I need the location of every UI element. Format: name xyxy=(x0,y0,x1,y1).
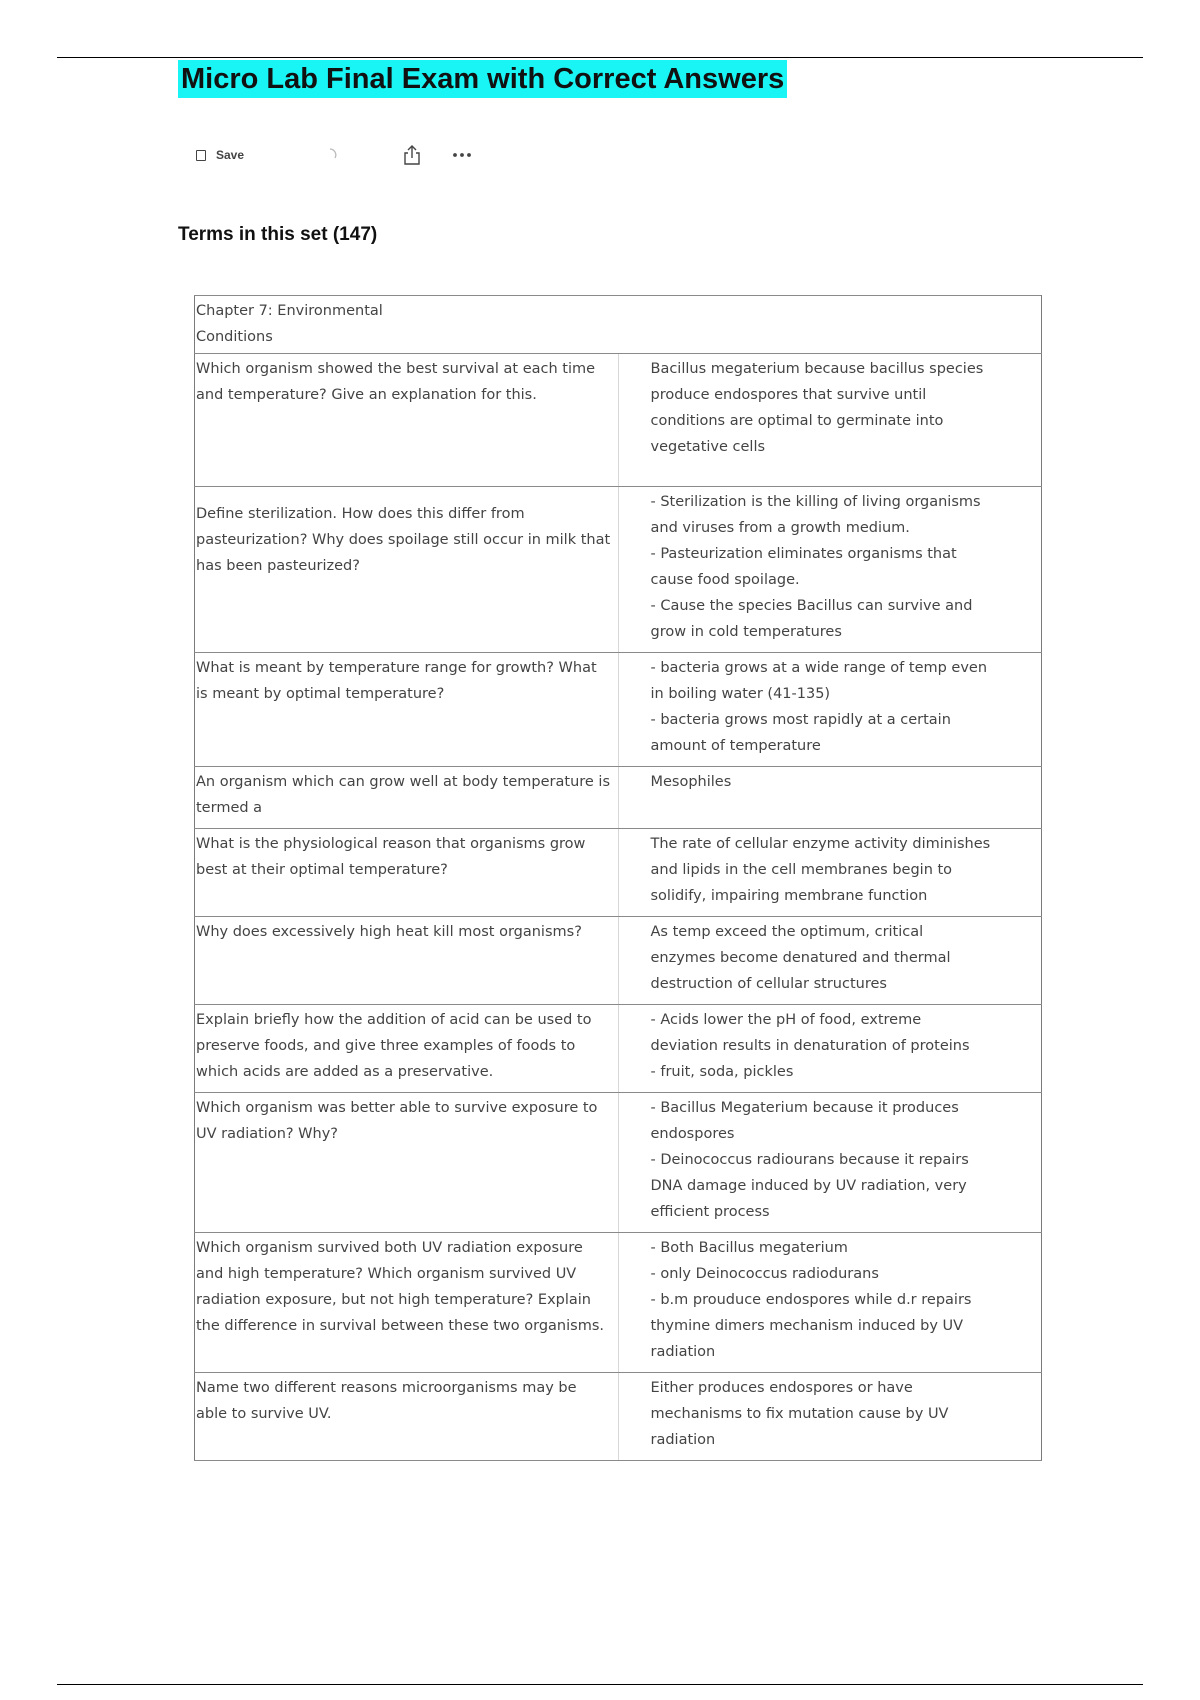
term-answer xyxy=(618,1005,1042,1093)
term-question: Explain briefly how the addition of acid can be used to preserve foods, and give three examples of foods to which acids are added as a preservative. xyxy=(195,1005,619,1093)
term-answer xyxy=(618,767,1042,829)
answer-line: - bacteria grows at a wide range of temp even in boiling water (41-135) xyxy=(650,660,988,702)
answer-line: - Cause the species Bacillus can survive and grow in cold temperatures xyxy=(650,598,973,640)
term-question: What is the physiological reason that organisms grow best at their optimal temperature? xyxy=(195,829,619,917)
table-row xyxy=(195,917,1042,1005)
bottom-rule xyxy=(57,1684,1143,1685)
answer-line: Either produces endospores or have mechanisms to fix mutation cause by UV radiation xyxy=(650,1380,949,1448)
table-header-row xyxy=(195,296,1042,354)
table-row xyxy=(195,1233,1042,1373)
answer-line: - only Deinococcus radiodurans xyxy=(650,1266,879,1282)
answer-line: - bacteria grows most rapidly at a certain amount of temperature xyxy=(650,712,951,754)
more-options-button[interactable] xyxy=(452,143,472,167)
table-row xyxy=(195,1373,1042,1461)
table-row xyxy=(195,653,1042,767)
term-answer xyxy=(618,917,1042,1005)
term-answer xyxy=(618,354,1042,487)
table-row xyxy=(195,829,1042,917)
loading-spinner-icon xyxy=(322,143,338,167)
bookmark-icon xyxy=(196,150,206,161)
chapter-header xyxy=(195,296,1042,354)
answer-line: - Deinococcus radiourans because it repairs DNA damage induced by UV radiation, very efficient process xyxy=(650,1152,969,1220)
term-question: An organism which can grow well at body temperature is termed a xyxy=(195,767,619,829)
term-answer xyxy=(618,487,1042,653)
page-title: Micro Lab Final Exam with Correct Answers xyxy=(178,60,787,98)
answer-line: Mesophiles xyxy=(650,774,732,790)
term-answer xyxy=(618,829,1042,917)
term-answer xyxy=(618,1233,1042,1373)
answer-line: - Bacillus Megaterium because it produces endospores xyxy=(650,1100,959,1142)
table-row xyxy=(195,354,1042,487)
term-answer xyxy=(618,1093,1042,1233)
answer-line: - b.m prouduce endospores while d.r repairs thymine dimers mechanism induced by UV radiation xyxy=(650,1292,972,1360)
term-question: Which organism was better able to survive exposure to UV radiation? Why? xyxy=(195,1093,619,1233)
term-answer xyxy=(618,653,1042,767)
more-options-icon xyxy=(452,152,472,158)
top-rule xyxy=(57,57,1143,58)
table-row xyxy=(195,487,1042,653)
share-button[interactable] xyxy=(402,143,422,167)
answer-line: - Sterilization is the killing of living organisms and viruses from a growth medium. xyxy=(650,494,981,536)
answer-line: The rate of cellular enzyme activity diminishes and lipids in the cell membranes begin to solidify, impairing membrane function xyxy=(650,836,991,904)
answer-line: - Acids lower the pH of food, extreme deviation results in denaturation of proteins xyxy=(650,1012,970,1054)
terms-heading: Terms in this set (147) xyxy=(178,224,378,245)
flashcard-table xyxy=(194,295,1042,1461)
save-label: Save xyxy=(216,148,245,162)
toolbar xyxy=(196,143,496,167)
answer-line: - fruit, soda, pickles xyxy=(650,1064,794,1080)
term-question: Which organism survived both UV radiation exposure and high temperature? Which organism survived UV radiation exposure, but not high temperature? Explain the difference in survival between these two organisms. xyxy=(195,1233,619,1373)
answer-line: - Pasteurization eliminates organisms that cause food spoilage. xyxy=(650,546,957,588)
term-question: Define sterilization. How does this differ from pasteurization? Why does spoilage still occur in milk that has been pasteurized? xyxy=(195,487,619,653)
term-question: Which organism showed the best survival at each time and temperature? Give an explanation for this. xyxy=(195,354,619,487)
term-question: Why does excessively high heat kill most organisms? xyxy=(195,917,619,1005)
answer-line: As temp exceed the optimum, critical enzymes become denatured and thermal destruction of cellular structures xyxy=(650,924,951,992)
chapter-header-text: Chapter 7: Environmental Conditions xyxy=(196,303,383,345)
share-icon xyxy=(402,144,422,166)
table-row xyxy=(195,1005,1042,1093)
table-row xyxy=(195,767,1042,829)
table-row xyxy=(195,1093,1042,1233)
answer-line: Bacillus megaterium because bacillus species produce endospores that survive until conditions are optimal to germinate into vegetative cells xyxy=(650,361,984,455)
term-answer xyxy=(618,1373,1042,1461)
term-question: Name two different reasons microorganisms may be able to survive UV. xyxy=(195,1373,619,1461)
answer-line: - Both Bacillus megaterium xyxy=(650,1240,848,1256)
save-button[interactable] xyxy=(196,143,244,167)
term-question: What is meant by temperature range for growth? What is meant by optimal temperature? xyxy=(195,653,619,767)
